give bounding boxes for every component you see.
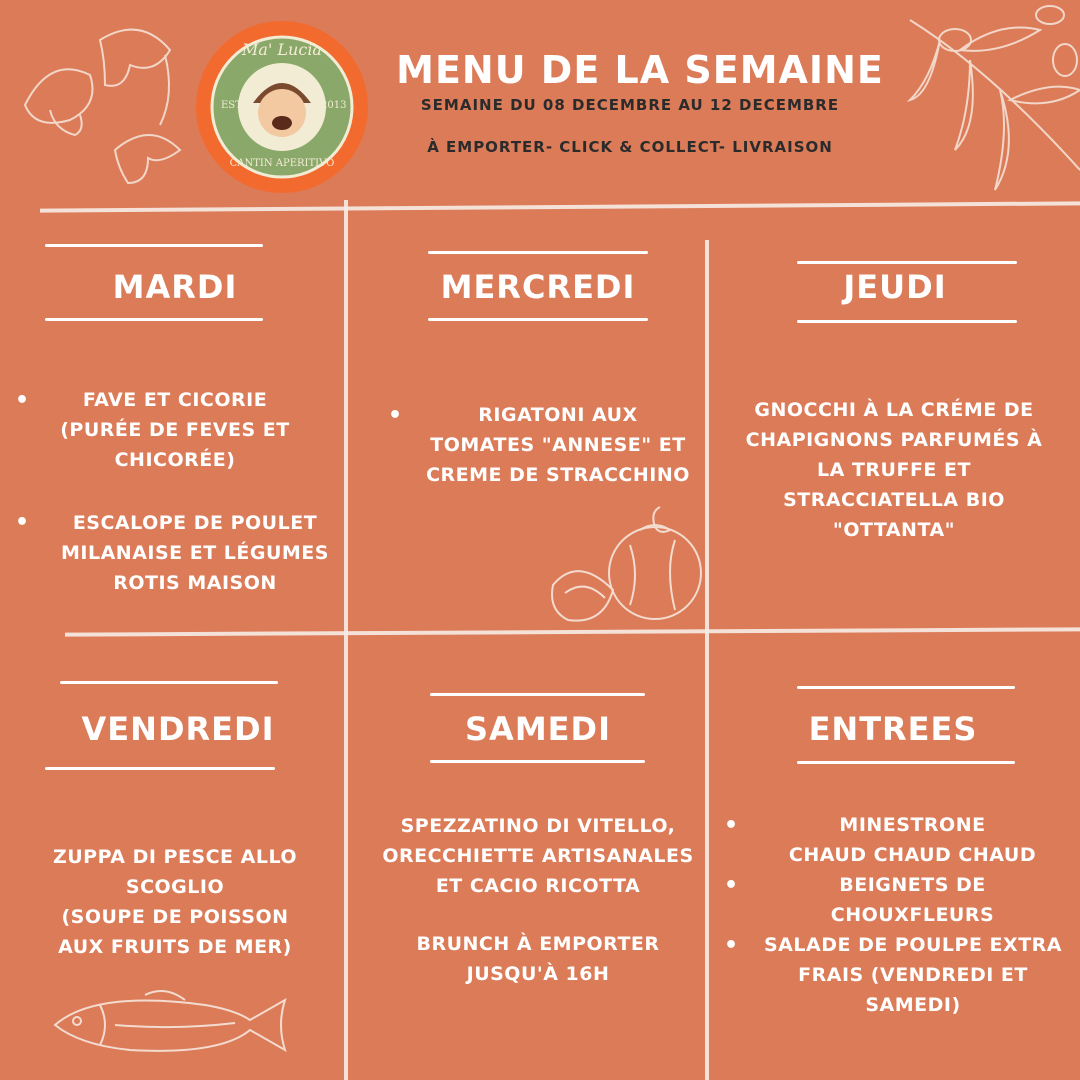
menu-line: LA TRUFFE ET: [817, 459, 971, 481]
menu-line: SCOGLIO: [125, 876, 225, 898]
menu-line: SPEZZATINO DI VITELLO,: [400, 815, 676, 837]
menu-line: ESCALOPE DE POULET: [72, 512, 318, 534]
bullet: •: [724, 813, 739, 838]
logo-name: Ma' Lucia: [242, 40, 322, 59]
menu-line: "OTTANTA": [832, 519, 956, 541]
menu-line: CHAUD CHAUD CHAUD: [788, 844, 1037, 866]
menu-line: CHOUXFLEURS: [830, 904, 995, 926]
menu-line: ORECCHIETTE ARTISANALES: [382, 845, 694, 867]
mercredi-item-1: [408, 400, 708, 490]
menu-line: TOMATES "ANNESE" ET: [430, 434, 686, 456]
menu-line: BRUNCH À EMPORTER: [416, 933, 660, 955]
day-mercredi: MERCREDI: [440, 268, 636, 306]
mushroom-illustration: [15, 10, 195, 200]
bullet: •: [388, 403, 403, 428]
jeudi-item: [720, 395, 1068, 545]
grid-line-left: [344, 200, 348, 1080]
logo-tagline: CANTIN APERITIVO: [229, 158, 335, 169]
mercredi-rule-bottom: [428, 318, 648, 321]
samedi-item: [368, 811, 708, 901]
vendredi-rule-top: [60, 681, 278, 684]
day-jeudi: JEUDI: [843, 268, 947, 306]
page-title: MENU DE LA SEMAINE: [396, 48, 884, 92]
samedi-rule-bottom: [430, 760, 645, 763]
menu-line: ZUPPA DI PESCE ALLO: [52, 846, 298, 868]
service-modes: À EMPORTER- CLICK & COLLECT- LIVRAISON: [427, 138, 833, 156]
day-samedi: SAMEDI: [465, 710, 611, 748]
logo: [193, 18, 371, 196]
menu-line: ET CACIO RICOTTA: [435, 875, 641, 897]
menu-line: (SOUPE DE POISSON: [61, 906, 289, 928]
menu-line: SAMEDI): [865, 994, 961, 1016]
mardi-rule-top: [45, 244, 263, 247]
entrees-item-2: [750, 870, 1075, 930]
logo-year: 2013: [321, 100, 347, 111]
menu-line: CHAPIGNONS PARFUMÉS À: [745, 429, 1043, 451]
day-vendredi: VENDREDI: [81, 710, 275, 748]
tomato-illustration: [545, 505, 705, 630]
day-entrees: ENTREES: [808, 710, 978, 748]
entrees-rule-top: [797, 686, 1015, 689]
bullet: •: [724, 873, 739, 898]
entrees-item-1: [750, 810, 1075, 870]
day-mardi: MARDI: [112, 268, 238, 306]
mardi-item-2: [40, 508, 350, 598]
menu-line: STRACCIATELLA BIO: [783, 489, 1005, 511]
menu-line: MINESTRONE: [839, 814, 986, 836]
menu-line: MILANAISE ET LÉGUMES: [61, 542, 329, 564]
olive-branch-illustration: [900, 0, 1080, 200]
mardi-item-1: [40, 385, 310, 475]
fish-illustration: [45, 985, 295, 1065]
menu-line: CHICORÉE): [114, 449, 236, 471]
menu-line: CREME DE STRACCHINO: [426, 464, 690, 486]
entrees-item-3: [748, 930, 1078, 1020]
jeudi-rule-top: [797, 261, 1017, 264]
bullet: •: [15, 510, 30, 535]
mercredi-rule-top: [428, 251, 648, 254]
week-subtitle: SEMAINE DU 08 DECEMBRE AU 12 DECEMBRE: [420, 96, 840, 114]
menu-line: RIGATONI AUX: [478, 404, 638, 426]
menu-line: FAVE ET CICORIE: [82, 389, 268, 411]
menu-line: GNOCCHI À LA CRÉME DE: [754, 399, 1034, 421]
samedi-rule-top: [430, 693, 645, 696]
menu-line: SALADE DE POULPE EXTRA: [764, 934, 1062, 956]
grid-line-top: [40, 201, 1080, 212]
bullet: •: [724, 933, 739, 958]
vendredi-item: [20, 842, 330, 962]
menu-line: (PURÉE DE FEVES ET: [60, 419, 290, 441]
menu-line: JUSQU'À 16H: [466, 963, 610, 985]
jeudi-rule-bottom: [797, 320, 1017, 323]
menu-line: FRAIS (VENDREDI ET: [798, 964, 1028, 986]
menu-line: BEIGNETS DE: [839, 874, 986, 896]
samedi-brunch: [368, 929, 708, 989]
entrees-rule-bottom: [797, 761, 1015, 764]
vendredi-rule-bottom: [45, 767, 275, 770]
mardi-rule-bottom: [45, 318, 263, 321]
menu-line: AUX FRUITS DE MER): [58, 936, 292, 958]
bullet: •: [15, 388, 30, 413]
logo-est: EST.: [221, 100, 244, 111]
menu-line: ROTIS MAISON: [113, 572, 277, 594]
